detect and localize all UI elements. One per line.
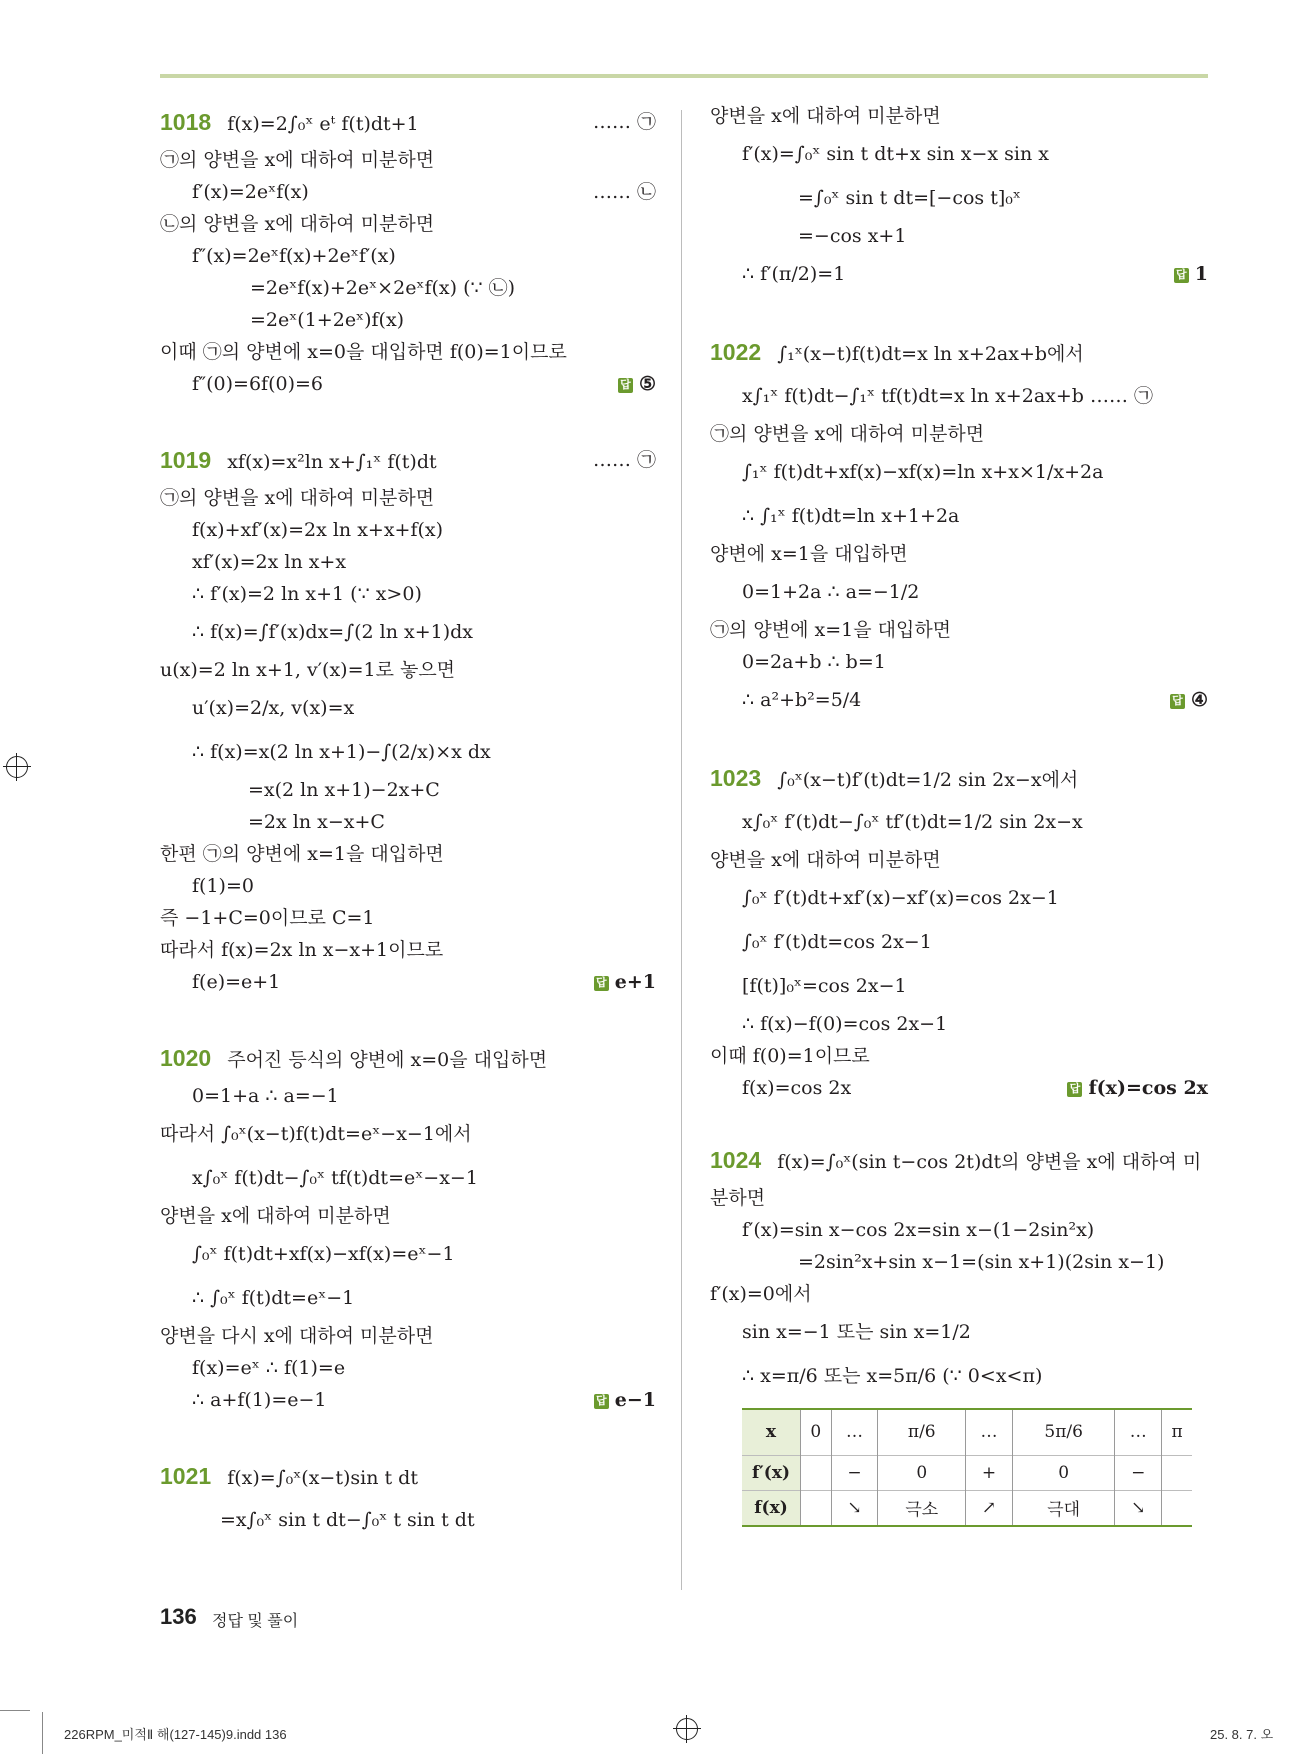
problem-1020: [160, 1036, 656, 1416]
text-line: 이때 f(0)=1이므로: [710, 1045, 870, 1067]
problem-1023: [710, 756, 1208, 1104]
answer: [618, 368, 656, 400]
text-line: 한편 ㉠의 양변에 x=1을 대입하면: [160, 843, 444, 865]
equation: ∴ ∫₁ˣ f(t)dt=ln x+1+2a: [742, 505, 960, 527]
equation: =2eˣf(x)+2eˣ×2eˣf(x) (∵ ㉡): [250, 277, 516, 299]
table-row: [742, 1455, 1192, 1490]
answer: [1170, 678, 1208, 722]
table-cell: π/6: [878, 1409, 966, 1455]
table-cell: π: [1162, 1409, 1192, 1455]
equation: ∴ f(x)=x(2 ln x+1)−∫(2/x)×x dx: [192, 741, 491, 763]
answer-mark-icon: 답: [618, 378, 633, 393]
problem-number: 1018: [160, 109, 212, 135]
equation: ∴ a²+b²=5/4: [742, 689, 862, 711]
tag-label: …… ㉡: [592, 181, 656, 203]
equation: 0=2a+b ∴ b=1: [742, 651, 886, 673]
equation: ∴ f′(x)=2 ln x+1 (∵ x>0): [192, 583, 422, 605]
answer: [1174, 252, 1208, 296]
problem-1024: [710, 1138, 1208, 1527]
text-line: 양변을 x에 대하여 미분하면: [710, 105, 941, 127]
table-cell: f(x): [742, 1490, 801, 1526]
answer-mark-icon: 답: [1174, 268, 1189, 283]
answer-mark-icon: 답: [1067, 1082, 1082, 1097]
text-line: 양변을 x에 대하여 미분하면: [160, 1205, 391, 1227]
text-line: ㉠의 양변을 x에 대하여 미분하면: [710, 423, 985, 445]
equation: =2sin²x+sin x−1=(sin x+1)(2sin x−1): [798, 1251, 1165, 1273]
equation: ∴ f′(π/2)=1: [742, 263, 846, 285]
slug-file: 226RPM_미적Ⅱ 해(127-145)9.indd 136: [64, 1727, 287, 1742]
table-cell: 0: [878, 1455, 966, 1490]
equation: 0=1+2a ∴ a=−1/2: [742, 581, 920, 603]
equation: f(x)=cos 2x: [742, 1077, 852, 1099]
table-cell: −: [831, 1455, 878, 1490]
answer-value: ⑤: [638, 373, 656, 395]
page-label: 정답 및 풀이: [212, 1613, 299, 1630]
table-cell: f′(x): [742, 1455, 801, 1490]
table-cell: ↘: [1115, 1490, 1162, 1526]
problem-1019: [160, 438, 656, 998]
equation: x∫₁ˣ f(t)dt−∫₁ˣ tf(t)dt=x ln x+2ax+b …… ㉠: [742, 385, 1154, 407]
table-cell: 극대: [1012, 1490, 1115, 1526]
table-cell: [1162, 1490, 1192, 1526]
table-cell: 0: [801, 1409, 832, 1455]
registration-mark-icon: [6, 756, 28, 778]
equation: ∫₀ˣ f′(t)dt+xf′(x)−xf′(x)=cos 2x−1: [742, 887, 1059, 909]
equation: =x∫₀ˣ sin t dt−∫₀ˣ t sin t dt: [220, 1509, 475, 1531]
problem-1021-continued: [710, 100, 1208, 296]
equation: =2x ln x−x+C: [248, 811, 385, 833]
answer-value: ④: [1190, 689, 1208, 711]
problem-number: 1022: [710, 339, 762, 365]
table-cell: 0: [1012, 1455, 1115, 1490]
equation: xf′(x)=2x ln x+x: [192, 551, 347, 573]
top-rule: [160, 74, 1208, 78]
column-divider: [681, 110, 682, 1590]
equation: ∴ x=π/6 또는 x=5π/6 (∵ 0<x<π): [742, 1365, 1043, 1387]
equation: f″(0)=6f(0)=6: [192, 373, 324, 395]
problem-1022: [710, 330, 1208, 722]
text-line: ㉠의 양변을 x에 대하여 미분하면: [160, 487, 435, 509]
registration-mark-icon: [676, 1718, 698, 1740]
problem-number: 1023: [710, 765, 762, 791]
table-cell: x: [742, 1409, 801, 1455]
sign-table: [742, 1408, 1192, 1527]
equation: x∫₀ˣ f(t)dt−∫₀ˣ tf(t)dt=eˣ−x−1: [192, 1167, 478, 1189]
right-column: [710, 100, 1208, 1527]
text-line: 따라서 ∫₀ˣ(x−t)f(t)dt=eˣ−x−1에서: [160, 1123, 472, 1145]
table-cell: [801, 1490, 832, 1526]
problem-number: 1020: [160, 1045, 212, 1071]
text-line: 양변을 다시 x에 대하여 미분하면: [160, 1325, 434, 1347]
text-line: ㉠의 양변을 x에 대하여 미분하면: [160, 149, 435, 171]
table-cell: −: [1115, 1455, 1162, 1490]
equation: sin x=−1 또는 sin x=1/2: [742, 1321, 971, 1343]
text-line: ㉠의 양변에 x=1을 대입하면: [710, 619, 952, 641]
tag-label: …… ㉠: [592, 449, 656, 471]
text-line: 분하면: [710, 1187, 766, 1209]
answer-value: e+1: [614, 971, 656, 993]
equation: f(x)=∫₀ˣ(sin t−cos 2t)dt의 양변을 x에 대하여 미: [777, 1151, 1202, 1173]
table-cell: …: [1115, 1409, 1162, 1455]
equation: f′(x)=∫₀ˣ sin t dt+x sin x−x sin x: [742, 143, 1049, 165]
table-cell: [1162, 1455, 1192, 1490]
text-line: 양변에 x=1을 대입하면: [710, 543, 908, 565]
answer-mark-icon: 답: [1170, 694, 1185, 709]
equation: f(x)=2∫₀ˣ eᵗ f(t)dt+1: [227, 113, 419, 135]
answer-value: f(x)=cos 2x: [1088, 1077, 1208, 1099]
answer-mark-icon: 답: [594, 1394, 609, 1409]
equation: f′(x)=2eˣf(x): [192, 181, 309, 203]
table-cell: …: [831, 1409, 878, 1455]
text-line: 주어진 등식의 양변에 x=0을 대입하면: [227, 1049, 548, 1071]
equation: ∫₀ˣ(x−t)f′(t)dt=1/2 sin 2x−x에서: [777, 769, 1079, 791]
problem-1018: [160, 100, 656, 400]
equation: ∴ ∫₀ˣ f(t)dt=eˣ−1: [192, 1287, 355, 1309]
text-line: 따라서 f(x)=2x ln x−x+1이므로: [160, 939, 444, 961]
table-row: [742, 1490, 1192, 1526]
text-line: ㉡의 양변을 x에 대하여 미분하면: [160, 213, 435, 235]
equation: ∫₁ˣ(x−t)f(t)dt=x ln x+2ax+b에서: [777, 343, 1084, 365]
equation: ∫₀ˣ f(t)dt+xf(x)−xf(x)=eˣ−1: [192, 1243, 455, 1265]
text-line: 양변을 x에 대하여 미분하면: [710, 849, 941, 871]
equation: f(x)=eˣ ∴ f(1)=e: [192, 1357, 346, 1379]
equation: [f(t)]₀ˣ=cos 2x−1: [742, 975, 907, 997]
text-line: 이때 ㉠의 양변에 x=0을 대입하면 f(0)=1이므로: [160, 341, 567, 363]
equation: 0=1+a ∴ a=−1: [192, 1085, 339, 1107]
problem-number: 1021: [160, 1463, 212, 1489]
problem-number: 1024: [710, 1147, 762, 1173]
equation: ∴ f(x)−f(0)=cos 2x−1: [742, 1013, 948, 1035]
answer: [1067, 1072, 1208, 1104]
equation: f′(x)=sin x−cos 2x=sin x−(1−2sin²x): [742, 1219, 1095, 1241]
answer: [594, 966, 656, 998]
text-line: u(x)=2 ln x+1, v′(x)=1로 놓으면: [160, 659, 456, 681]
equation: =∫₀ˣ sin t dt=[−cos t]₀ˣ: [798, 187, 1021, 209]
table-cell: +: [966, 1455, 1013, 1490]
equation: ∫₁ˣ f(t)dt+xf(x)−xf(x)=ln x+x×1/x+2a: [742, 461, 1104, 483]
equation: ∫₀ˣ f′(t)dt=cos 2x−1: [742, 931, 932, 953]
equation: f″(x)=2eˣf(x)+2eˣf′(x): [192, 245, 396, 267]
problem-number: 1019: [160, 447, 212, 473]
equation: =2eˣ(1+2eˣ)f(x): [250, 309, 405, 331]
problem-1021: [160, 1454, 656, 1542]
table-cell: 극소: [878, 1490, 966, 1526]
left-column: [160, 100, 656, 1542]
equation: =−cos x+1: [798, 225, 907, 247]
equation: u′(x)=2/x, v(x)=x: [192, 697, 355, 719]
equation: f(1)=0: [192, 875, 254, 897]
answer-mark-icon: 답: [594, 976, 609, 991]
table-cell: ↗: [966, 1490, 1013, 1526]
equation: f(x)=∫₀ˣ(x−t)sin t dt: [227, 1467, 418, 1489]
equation: =x(2 ln x+1)−2x+C: [248, 779, 440, 801]
page-number: 136: [160, 1604, 197, 1629]
equation: ∴ f(x)=∫f′(x)dx=∫(2 ln x+1)dx: [192, 621, 474, 643]
text-line: 즉 −1+C=0이므로 C=1: [160, 907, 375, 929]
table-cell: ↘: [831, 1490, 878, 1526]
slug-date: 25. 8. 7. 오: [1210, 1727, 1274, 1742]
equation: ∴ a+f(1)=e−1: [192, 1389, 327, 1411]
crop-mark: [0, 1710, 30, 1711]
tag-label: …… ㉠: [592, 111, 656, 133]
equation: x∫₀ˣ f′(t)dt−∫₀ˣ tf′(t)dt=1/2 sin 2x−x: [742, 811, 1083, 833]
table-header-row: [742, 1409, 1192, 1455]
answer-value: 1: [1194, 263, 1208, 285]
equation: xf(x)=x²ln x+∫₁ˣ f(t)dt: [227, 451, 437, 473]
answer-value: e−1: [614, 1389, 656, 1411]
equation: f(x)+xf′(x)=2x ln x+x+f(x): [192, 519, 444, 541]
table-cell: [801, 1455, 832, 1490]
crop-mark: [42, 1712, 43, 1754]
text-line: f′(x)=0에서: [710, 1283, 812, 1305]
table-cell: …: [966, 1409, 1013, 1455]
table-cell: 5π/6: [1012, 1409, 1115, 1455]
answer: [594, 1384, 656, 1416]
equation: f(e)=e+1: [192, 971, 281, 993]
